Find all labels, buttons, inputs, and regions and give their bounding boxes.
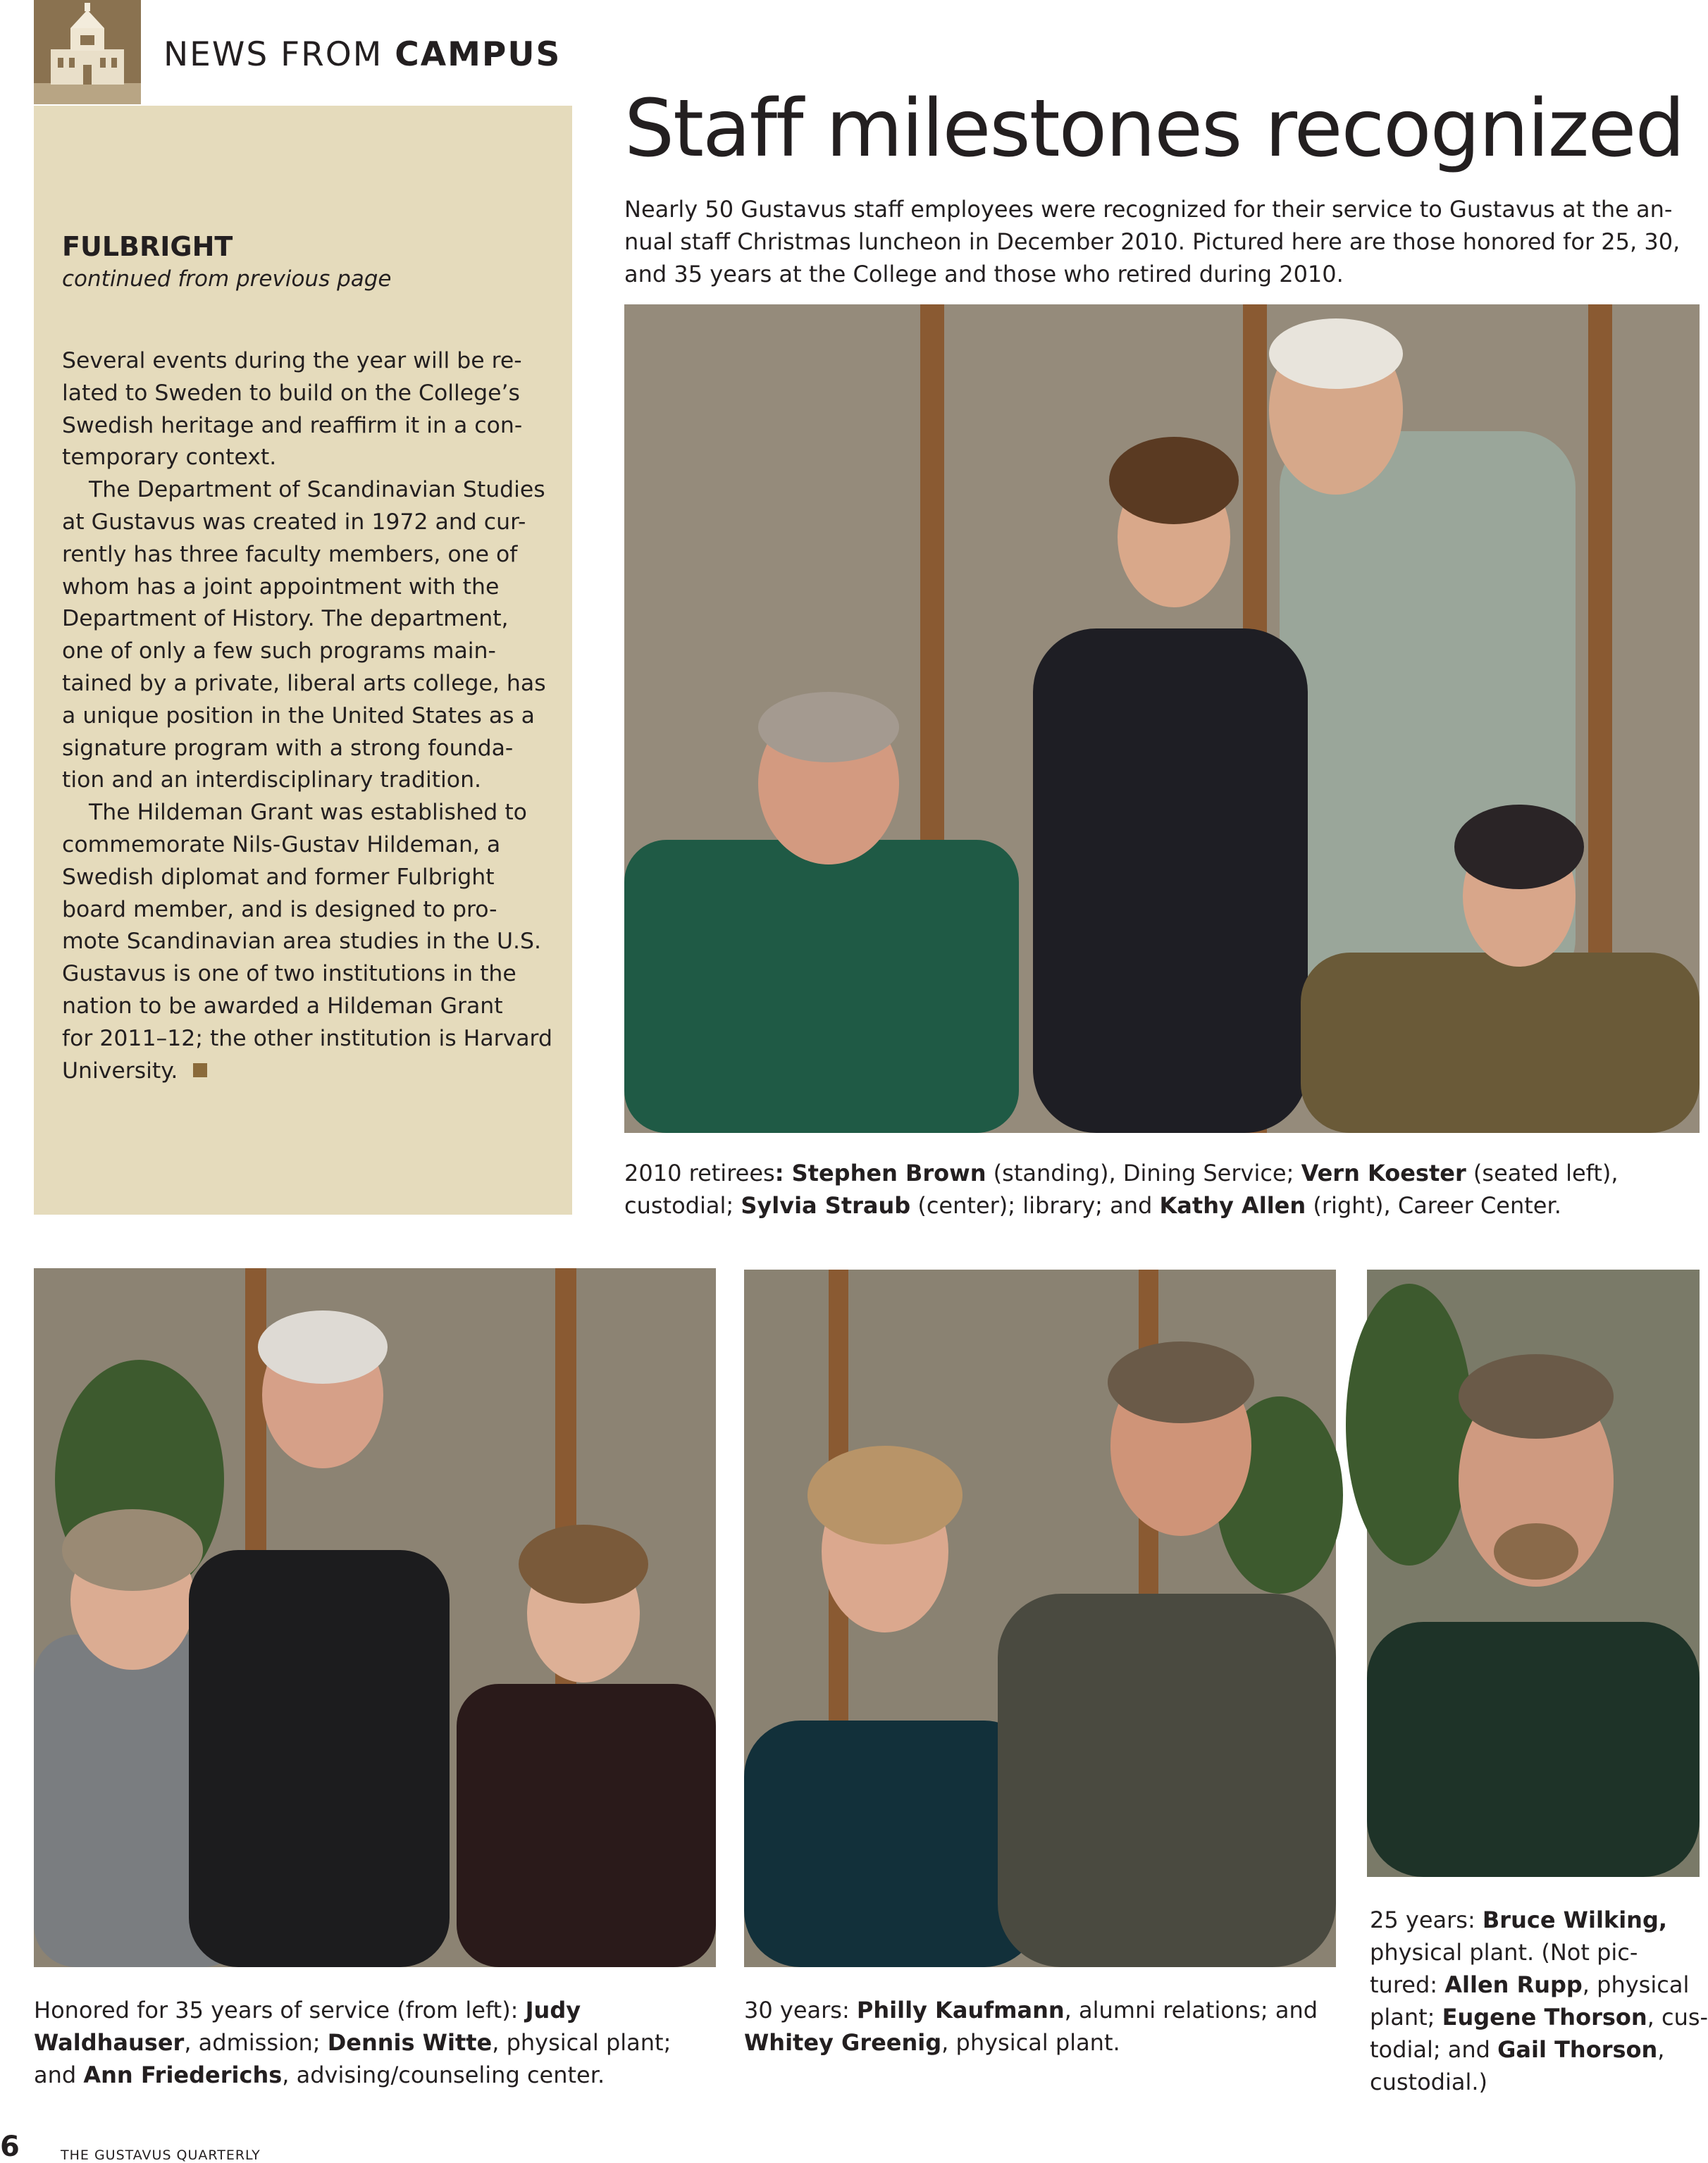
twenty-five-years-caption [1370,1904,1708,2098]
sidebar-subheading: continued from previous page [62,266,392,292]
sidebar-line: a unique position in the United States as a [62,702,535,729]
thirty-five-years-caption [34,1994,671,2091]
sidebar-line: whom has a joint appointment with the [62,574,500,600]
sidebar-line: at Gustavus was created in 1972 and cur- [62,509,526,535]
sidebar-heading: FULBRIGHT [62,231,233,262]
sidebar-line: board member, and is designed to pro- [62,896,497,922]
sidebar-line: one of only a few such programs main- [62,638,496,664]
caption-line: custodial.) [1370,2069,1488,2095]
caption-line: plant; Eugene Thorson, cus- [1370,2004,1708,2031]
caption-line: todial; and Gail Thorson, [1370,2036,1665,2063]
caption-line: Waldhauser, admission; Dennis Witte, physical plant; [34,2029,672,2056]
sidebar-line: mote Scandinavian area studies in the U.S. [62,929,542,955]
thirty-five-years-photo [34,1268,716,1967]
sidebar-line: nation to be awarded a Hildeman Grant [62,993,503,1019]
sidebar-line: for 2011–12; the other institution is Harvard [62,1025,552,1051]
sidebar-line: The Hildeman Grant was established to [89,800,527,826]
intro-line: and 35 years at the College and those who retired during 2010. [624,261,1344,287]
sidebar-line: commemorate Nils-Gustav Hildeman, a [62,831,501,857]
sidebar-line: Department of History. The department, [62,606,509,632]
sidebar-line: The Department of Scandinavian Studies [89,477,545,503]
section-kicker: NEWS FROM CAMPUS [163,35,562,74]
sidebar-line: Gustavus is one of two institutions in the [62,961,516,987]
caption-line: 30 years: Philly Kaufmann, alumni relations; and [744,1997,1318,2023]
sidebar-line: temporary context. [62,445,277,471]
caption-line: 25 years: Bruce Wilking, [1370,1907,1667,1933]
intro-line: Nearly 50 Gustavus staff employees were recognized for their service to Gustavus at the an- [624,196,1673,223]
sidebar-line-last: University. [62,1055,555,1088]
retirees-caption [624,1157,1619,1222]
sidebar-line: lated to Sweden to build on the College’s [62,380,520,406]
sidebar-line: tained by a private, liberal arts college, has [62,670,546,696]
sidebar-line: Swedish diplomat and former Fulbright [62,864,495,890]
twenty-five-years-photo [1367,1270,1700,1877]
article-headline: Staff milestones recognized [624,83,1684,175]
caption-line: Whitey Greenig, physical plant. [744,2029,1120,2056]
thirty-years-caption [744,1994,1318,2059]
caption-line: tured: Allen Rupp, physical [1370,1971,1690,1998]
end-of-article-mark [193,1063,207,1077]
sidebar-line: rently has three faculty members, one of [62,541,518,567]
caption-line: and Ann Friederichs, advising/counseling center. [34,2062,605,2088]
retirees-photo [624,304,1700,1133]
caption-line: 2010 retirees: Stephen Brown (standing), Dining Service; Vern Koester (seated left), [624,1160,1619,1186]
thirty-years-photo [744,1270,1336,1967]
campus-logo [34,0,141,104]
sidebar-body [62,345,555,1087]
publication-name: THE GUSTAVUS QUARTERLY [61,2147,261,2163]
sidebar-line: tion and an interdisciplinary tradition. [62,767,482,793]
campus-building-icon [34,0,141,104]
intro-line: nual staff Christmas luncheon in December 2010. Pictured here are those honored for 25, 30, [624,228,1681,255]
sidebar-line: signature program with a strong founda- [62,735,514,761]
sidebar-line: Several events during the year will be re- [62,348,522,373]
caption-line: custodial; Sylvia Straub (center); library; and Kathy Allen (right), Career Center. [624,1192,1561,1219]
sidebar-line: Swedish heritage and reaffirm it in a con- [62,412,523,438]
article-intro [624,193,1688,290]
fulbright-sidebar [34,106,572,1215]
page-number: 6 [0,2131,20,2163]
caption-line: Honored for 35 years of service (from left): Judy [34,1997,581,2023]
caption-line: physical plant. (Not pic- [1370,1939,1638,1966]
